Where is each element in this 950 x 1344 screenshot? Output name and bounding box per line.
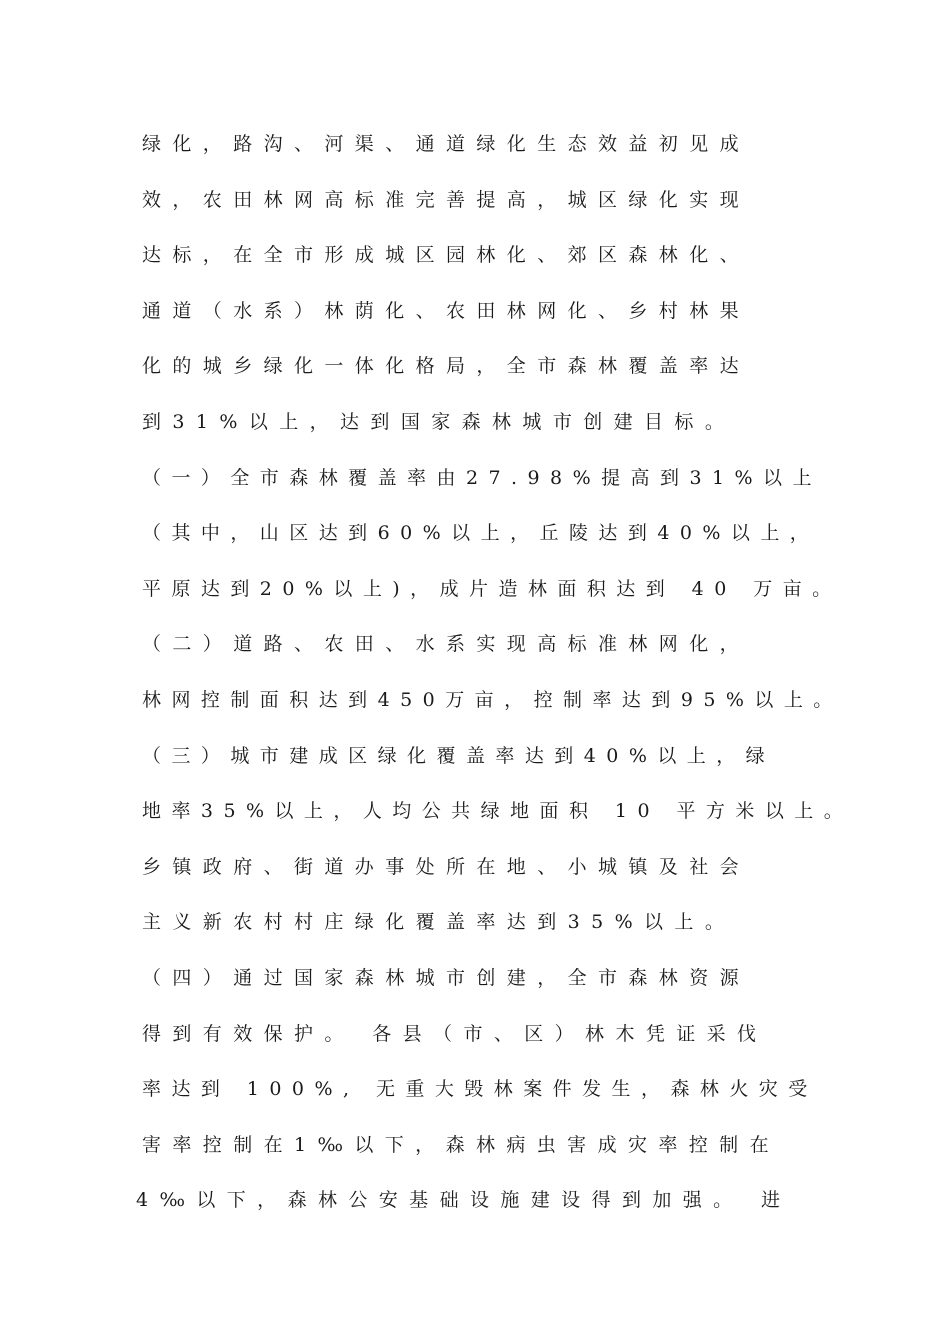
text-line-6: 到31%以上，达到国家森林城市创建目标。 bbox=[142, 410, 736, 433]
text-line-7: （一）全市森林覆盖率由27.98%提高到31%以上 bbox=[142, 466, 822, 489]
text-line-12: （三）城市建成区绿化覆盖率达到40%以上，绿 bbox=[142, 744, 776, 767]
text-line-2: 效，农田林网高标准完善提高，城区绿化实现 bbox=[142, 188, 751, 211]
text-line-10: （二）道路、农田、水系实现高标准林网化， bbox=[142, 633, 751, 656]
text-line-13: 地率35%以上，人均公共绿地面积 10 平方米以上。 bbox=[142, 800, 854, 823]
text-line-14: 乡镇政府、街道办事处所在地、小城镇及社会 bbox=[142, 855, 751, 878]
text-line-17: 得到有效保护。 各县（市、区）林木凭证采伐 bbox=[142, 1022, 768, 1045]
text-line-3: 达标，在全市形成城区园林化、郊区森林化、 bbox=[142, 244, 751, 267]
text-line-16: （四）通过国家森林城市创建，全市森林资源 bbox=[142, 966, 751, 989]
text-line-9: 平原达到20%以上)，成片造林面积达到 40 万亩。 bbox=[142, 577, 842, 600]
text-line-20: 4‰以下，森林公安基础设施建设得到加强。 进 bbox=[136, 1189, 792, 1212]
text-line-1: 绿化，路沟、河渠、通道绿化生态效益初见成 bbox=[142, 133, 751, 155]
text-line-8: （其中，山区达到60%以上，丘陵达到40%以上， bbox=[142, 522, 820, 545]
text-line-11: 林网控制面积达到450万亩，控制率达到95%以上。 bbox=[142, 688, 843, 711]
text-line-5: 化的城乡绿化一体化格局，全市森林覆盖率达 bbox=[142, 355, 751, 378]
text-line-15: 主义新农村村庄绿化覆盖率达到35%以上。 bbox=[142, 911, 736, 934]
document-body bbox=[136, 128, 854, 1240]
text-line-19: 害率控制在1‰以下，森林病虫害成灾率控制在 bbox=[142, 1133, 780, 1156]
text-line-18: 率达到 100%, 无重大毁林案件发生，森林火灾受 bbox=[142, 1078, 818, 1101]
text-line-4: 通道（水系）林荫化、农田林网化、乡村林果 bbox=[142, 299, 751, 322]
